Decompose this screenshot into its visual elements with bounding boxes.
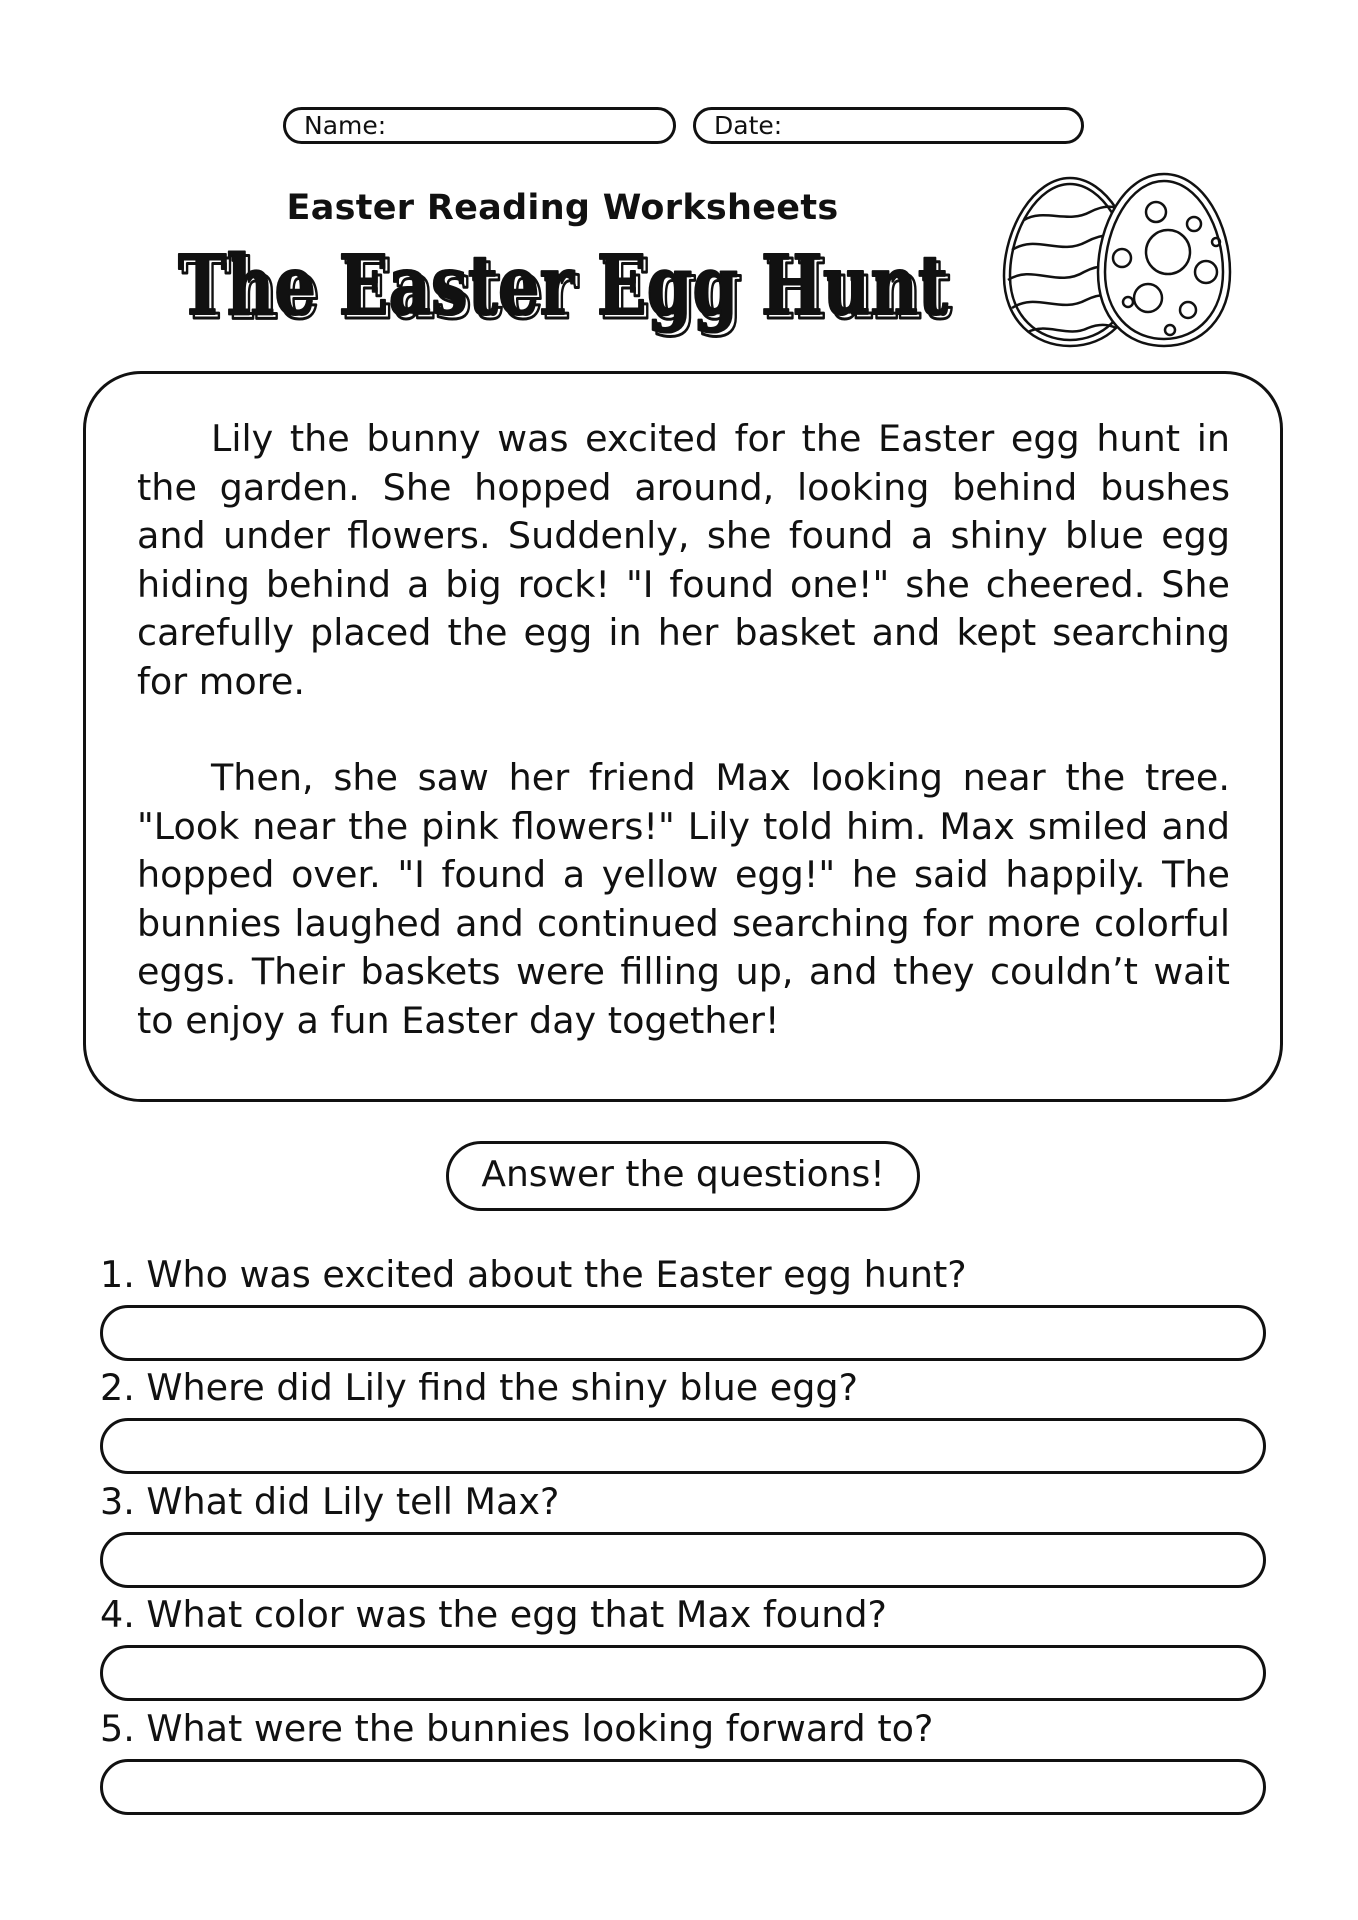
question-1: 1. Who was excited about the Easter egg hunt? bbox=[100, 1253, 967, 1296]
title-text: The Easter Egg Hunt bbox=[178, 238, 949, 334]
date-field[interactable] bbox=[693, 107, 1084, 144]
answer-field-3[interactable] bbox=[100, 1532, 1266, 1588]
page-title bbox=[158, 234, 968, 344]
name-field[interactable] bbox=[283, 107, 676, 144]
answer-field-1[interactable] bbox=[100, 1305, 1266, 1361]
question-2: 2. Where did Lily find the shiny blue egg? bbox=[100, 1366, 858, 1409]
answer-field-5[interactable] bbox=[100, 1759, 1266, 1815]
question-3: 3. What did Lily tell Max? bbox=[100, 1480, 560, 1523]
title-shadow: The Easter Egg Hunt bbox=[182, 242, 953, 338]
name-label: Name: bbox=[304, 111, 387, 140]
story-paragraph-2: Then, she saw her friend Max looking near the tree. "Look near the pink flowers!" Lily told him. Max smiled and hopped over. "I found a yellow egg!" he said happily. The bunnies laughed and continued searching for more colorful eggs. Their baskets were filling up, and they couldn’t wait to enjoy a fun Easter day together! bbox=[137, 756, 1230, 1042]
question-5: 5. What were the bunnies looking forward to? bbox=[100, 1707, 934, 1750]
answer-field-4[interactable] bbox=[100, 1645, 1266, 1701]
answer-field-2[interactable] bbox=[100, 1418, 1266, 1474]
date-label: Date: bbox=[714, 111, 783, 140]
worksheet-subtitle: Easter Reading Worksheets bbox=[286, 188, 839, 228]
story-paragraph-1: Lily the bunny was excited for the Easter egg hunt in the garden. She hopped around, looking behind bushes and under flowers. Suddenly, she found a shiny blue egg hiding behind a big rock! "I found one!" she cheered. She carefully placed the egg in her basket and kept searching for more. bbox=[137, 417, 1230, 703]
easter-eggs-illustration-icon bbox=[998, 172, 1238, 352]
question-4: 4. What color was the egg that Max found? bbox=[100, 1593, 887, 1636]
answer-instructions: Answer the questions! bbox=[446, 1141, 920, 1211]
